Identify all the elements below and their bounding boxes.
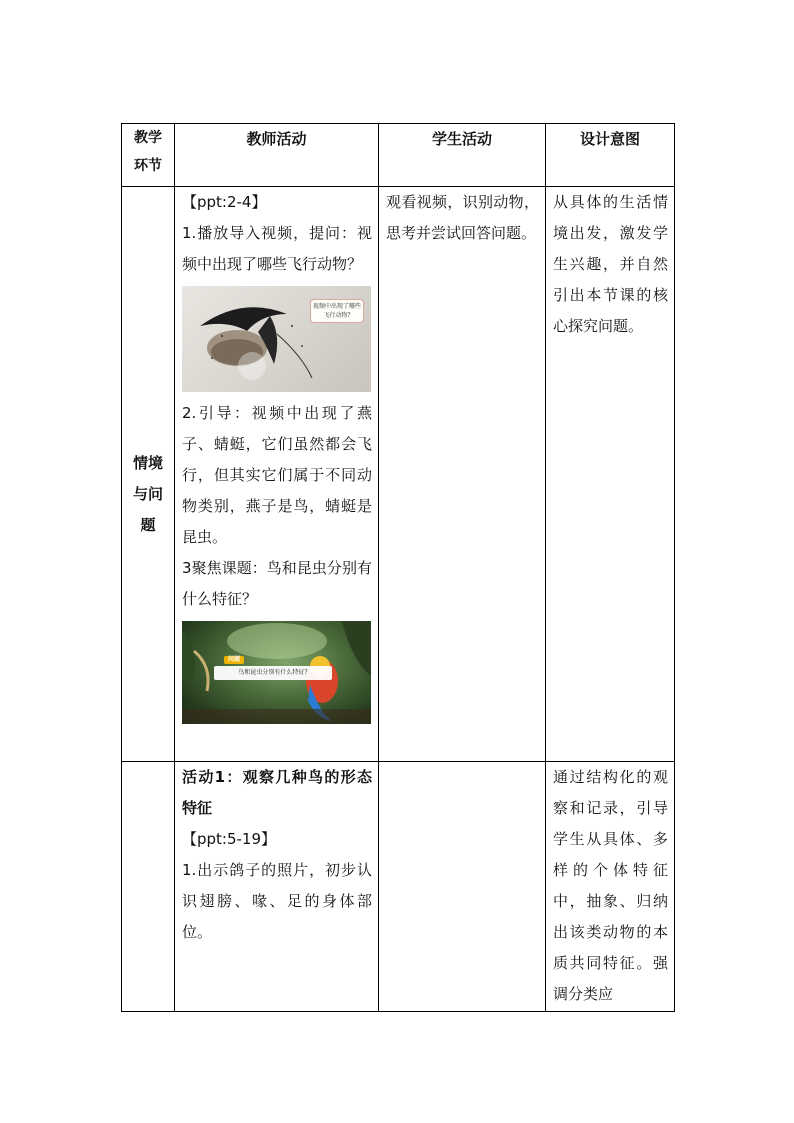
table-row: [122, 187, 675, 762]
activity-title: 活动1：观察几种鸟的形态特征: [182, 768, 372, 817]
ppt-ref: 【ppt:5-19】: [182, 830, 277, 848]
question-slide-image: [182, 621, 371, 724]
student-cell: 观看视频，识别动物，思考并尝试回答问题。: [379, 187, 546, 762]
header-intent: 设计意图: [546, 124, 675, 187]
teacher-cell: [175, 187, 379, 762]
video-still-image: [182, 286, 371, 392]
image2-tag: 问题: [224, 656, 244, 664]
stage-cell: 情境与问题: [122, 187, 175, 762]
teacher-step-1: 1.出示鸽子的照片，初步认识翅膀、喙、足的身体部位。: [182, 861, 372, 941]
student-cell: [379, 762, 546, 1012]
header-student: 学生活动: [379, 124, 546, 187]
stage-cell: [122, 762, 175, 1012]
intent-cell: 从具体的生活情境出发，激发学生兴趣，并自然引出本节课的核心探究问题。: [546, 187, 675, 762]
header-row: [122, 124, 675, 187]
teacher-cell: [175, 762, 379, 1012]
header-teacher: 教师活动: [175, 124, 379, 187]
teacher-step-2: 2.引导：视频中出现了燕子、蜻蜓，它们虽然都会飞行，但其实它们属于不同动物类别，燕子是鸟，蜻蜓是昆虫。: [182, 404, 372, 546]
table-row: [122, 762, 675, 1012]
image2-caption: 鸟和昆虫分别有什么特征?: [214, 666, 332, 680]
image1-caption: 视频中出现了哪些飞行动物?: [310, 299, 364, 323]
header-stage: 教学环节: [122, 124, 175, 187]
intent-cell: 通过结构化的观察和记录，引导学生从具体、多样的个体特征中，抽象、归纳出该类动物的本质共同特征。强调分类应: [546, 762, 675, 1012]
ppt-ref: 【ppt:2-4】: [182, 193, 267, 211]
teacher-step-1: 1.播放导入视频，提问：视频中出现了哪些飞行动物？: [182, 224, 372, 273]
teacher-step-3: 3聚焦课题：鸟和昆虫分别有什么特征？: [182, 559, 372, 608]
lesson-plan-table: [121, 123, 675, 1012]
